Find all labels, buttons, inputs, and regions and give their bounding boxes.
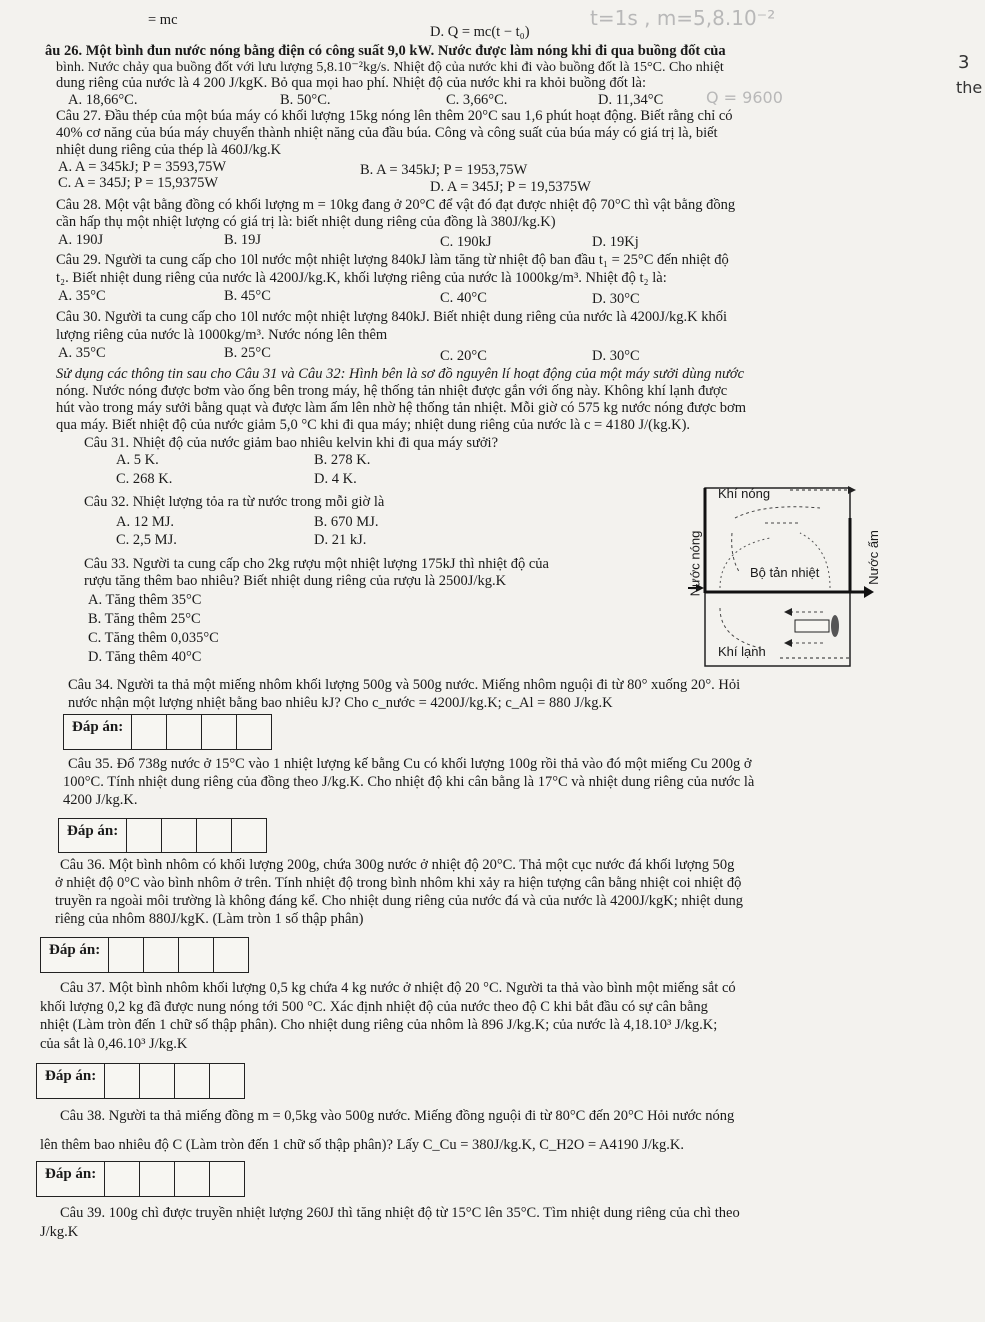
- q29-option-a: A. 35°C: [58, 288, 106, 304]
- answer-cell[interactable]: [127, 819, 162, 852]
- q35-answer-box[interactable]: [58, 818, 267, 853]
- answer-label: Đáp án:: [37, 1064, 105, 1098]
- answer-cell[interactable]: [175, 1064, 210, 1098]
- answer-label: Đáp án:: [59, 819, 127, 852]
- q29-option-d: D. 30°C: [592, 291, 640, 307]
- q37-text-1: Câu 37. Một bình nhôm khối lượng 0,5 kg chứa 4 kg nước ở nhiệt độ 20 °C. Người ta thả vào bình một miếng sắt có: [60, 980, 736, 996]
- q33-option-c: C. Tăng thêm 0,035°C: [88, 630, 219, 646]
- q29-text-2: t₂. Biết nhiệt dung riêng của nước là 4200J/kg.K, khối lượng riêng của nước là 1000kg/m³. Nhiệt độ t₂ là:: [56, 270, 667, 286]
- q31-option-d: D. 4 K.: [314, 471, 357, 487]
- q27-text-2: 40% cơ năng của búa máy chuyển thành nhiệt năng của đầu búa. Công và công suất của búa máy có giá trị là, biết: [56, 125, 718, 141]
- answer-cell[interactable]: [140, 1162, 175, 1196]
- context-text-2: nóng. Nước nóng được bơm vào ống bên trong máy, hệ thống tản nhiệt được gắn với ống này. Không khí lạnh được: [56, 383, 728, 399]
- answer-cell[interactable]: [202, 715, 237, 749]
- answer-cell[interactable]: [109, 938, 144, 972]
- q31-text: Câu 31. Nhiệt độ của nước giảm bao nhiêu kelvin khi đi qua máy sưởi?: [84, 435, 499, 451]
- q33-text-2: rượu tăng thêm bao nhiêu? Biết nhiệt dung riêng của rượu là 2500J/kg.K: [84, 573, 507, 589]
- q36-text-2: ở nhiệt độ 0°C vào bình nhôm ở trên. Tính nhiệt độ trong bình nhôm khi xảy ra hiện tượng cân bằng nhiệt coi nhiệt độ: [55, 875, 742, 891]
- answer-cell[interactable]: [105, 1064, 140, 1098]
- q30-option-a: A. 35°C: [58, 345, 106, 361]
- q27-option-a: A. A = 345kJ; P = 3593,75W: [58, 159, 227, 175]
- answer-cell[interactable]: [105, 1162, 140, 1196]
- q35-text-1: Câu 35. Đổ 738g nước ở 15°C vào 1 nhiệt lượng kế bằng Cu có khối lượng 100g rồi thả vào đó một miếng Cu 200g ở: [68, 756, 752, 772]
- q27-text-1: Câu 27. Đầu thép của một búa máy có khối lượng 15kg nóng lên thêm 20°C sau 1,6 phút hoạt động. Biết rằng chỉ có: [56, 108, 733, 124]
- q28-option-b: B. 19J: [224, 232, 262, 248]
- fan-blade: [831, 615, 839, 637]
- water-flow-arrow: [864, 586, 874, 598]
- q27-option-b: B. A = 345kJ; P = 1953,75W: [360, 162, 528, 178]
- q39-text-2: J/kg.K: [40, 1224, 79, 1240]
- answer-cell[interactable]: [140, 1064, 175, 1098]
- answer-cell[interactable]: [210, 1162, 244, 1196]
- handwritten-note: t=1s , m=5,8.10⁻²: [590, 6, 776, 30]
- answer-cell[interactable]: [237, 715, 271, 749]
- fan-body: [795, 620, 829, 632]
- answer-cell[interactable]: [214, 938, 248, 972]
- answer-cell[interactable]: [144, 938, 179, 972]
- warm-water-label: Nước ấm: [865, 530, 881, 585]
- q26-text-3: dung riêng của nước là 4 200 J/kgK. Bỏ qua mọi hao phí. Nhiệt độ của nước khi ra khỏi buồng đốt là:: [56, 75, 647, 91]
- q37-text-4: của sắt là 0,46.10³ J/kg.K: [40, 1036, 188, 1052]
- q30-option-d: D. 30°C: [592, 348, 640, 364]
- q30-text-2: lượng riêng của nước là 1000kg/m³. Nước nóng lên thêm: [56, 327, 388, 343]
- hot-water-label: Nước nóng: [687, 530, 703, 597]
- q33-option-d: D. Tăng thêm 40°C: [88, 649, 202, 665]
- answer-cell[interactable]: [175, 1162, 210, 1196]
- q36-text-3: truyền ra ngoài môi trường là không đáng kể. Cho nhiệt dung riêng của nước đá và của nước là 4200J/kgK; nhiệt dung: [55, 893, 744, 909]
- q39-text-1: Câu 39. 100g chì được truyền nhiệt lượng 260J thì tăng nhiệt độ từ 15°C lên 35°C. Tìm nhiệt dung riêng của chì theo: [60, 1205, 740, 1221]
- q26-text-2: bình. Nước chảy qua buồng đốt với lưu lượng 5,8.10⁻²kg/s. Nhiệt độ của nước khi đi vào buồng đốt là 15°C. Cho nhiệt: [56, 60, 724, 75]
- q29-text-1: Câu 29. Người ta cung cấp cho 10l nước một nhiệt lượng 840kJ làm tăng từ nhiệt độ ban đầu t₁ = 25°C đến nhiệt độ: [56, 252, 729, 268]
- q31-option-c: C. 268 K.: [116, 471, 173, 487]
- answer-label: Đáp án:: [37, 1162, 105, 1196]
- q32-option-a: A. 12 MJ.: [116, 514, 175, 530]
- q32-option-b: B. 670 MJ.: [314, 514, 379, 530]
- q27-option-d: D. A = 345J; P = 19,5375W: [430, 179, 591, 195]
- q27-text-3: nhiệt dung riêng của thép là 460J/kg.K: [56, 142, 282, 158]
- hot-air-label: Khí nóng: [718, 486, 771, 501]
- context-text-4: qua máy. Biết nhiệt độ của nước giảm 5,0 °C khi đi qua máy; nhiệt dung riêng của nước là c = 4180 J/(kg.K).: [56, 417, 691, 433]
- q29-option-c: C. 40°C: [440, 290, 487, 306]
- radiator-label: Bộ tản nhiệt: [750, 565, 820, 580]
- q38-text-2: lên thêm bao nhiêu độ C (Làm tròn đến 1 chữ số thập phân)? Lấy C_Cu = 380J/kg.K, C_H2O = A4190 J/kg.K.: [40, 1137, 685, 1153]
- q33-option-b: B. Tăng thêm 25°C: [88, 611, 201, 627]
- q26-option-a: A. 18,66°C.: [68, 92, 138, 108]
- answer-label: Đáp án:: [41, 938, 109, 972]
- q34-text-2: nước nhận một lượng nhiệt bằng bao nhiêu kJ? Cho c_nước = 4200J/kg.K; c_Al = 880 J/kg.K: [68, 695, 613, 711]
- q32-text: Câu 32. Nhiệt lượng tỏa ra từ nước trong mỗi giờ là: [84, 494, 385, 510]
- q26-option-b: B. 50°C.: [280, 92, 331, 108]
- q32-option-d: D. 21 kJ.: [314, 532, 367, 548]
- context-text-1: Sử dụng các thông tin sau cho Câu 31 và Câu 32: Hình bên là sơ đồ nguyên lí hoạt động của một máy sưởi dùng nước: [56, 366, 745, 382]
- q31-option-a: A. 5 K.: [116, 452, 159, 468]
- q33-option-a: A. Tăng thêm 35°C: [88, 592, 202, 608]
- answer-label: Đáp án:: [64, 715, 132, 749]
- answer-cell[interactable]: [197, 819, 232, 852]
- q34-answer-box[interactable]: [63, 714, 272, 750]
- heater-diagram: [680, 478, 880, 673]
- formula-fragment: = mc: [148, 12, 178, 28]
- q38-text-1: Câu 38. Người ta thả miếng đồng m = 0,5kg vào 500g nước. Miếng đồng nguội đi từ 80°C đến 20°C Hỏi nước nóng: [60, 1108, 735, 1124]
- q30-option-c: C. 20°C: [440, 348, 487, 364]
- answer-cell[interactable]: [162, 819, 197, 852]
- context-text-3: hút vào trong máy sưởi bằng quạt và được làm ấm lên nhờ hệ thống tản nhiệt. Mỗi giờ có 575 kg nước nóng được bơm: [56, 400, 746, 416]
- q30-option-b: B. 25°C: [224, 345, 271, 361]
- q29-option-b: B. 45°C: [224, 288, 271, 304]
- q34-text-1: Câu 34. Người ta thả một miếng nhôm khối lượng 500g và 500g nước. Miếng nhôm nguội đi từ 80° xuống 20°. Hỏi: [68, 677, 741, 693]
- handwritten-note: Q = 9600: [706, 88, 783, 107]
- q37-answer-box[interactable]: [36, 1063, 245, 1099]
- q33-text-1: Câu 33. Người ta cung cấp cho 2kg rượu một nhiệt lượng 175kJ thì nhiệt độ của: [84, 556, 549, 572]
- q38-answer-box[interactable]: [36, 1161, 245, 1197]
- q37-text-3: nhiệt (Làm tròn đến 1 chữ số thập phân). Cho nhiệt dung riêng của nhôm là 896 J/kg.K; của nước là 4,18.10³ J/kg.K;: [40, 1017, 718, 1033]
- arrow-head: [848, 486, 856, 494]
- answer-cell[interactable]: [132, 715, 167, 749]
- q35-text-3: 4200 J/kg.K.: [63, 792, 138, 808]
- q32-option-c: C. 2,5 MJ.: [116, 532, 177, 548]
- q27-option-c: C. A = 345J; P = 15,9375W: [58, 175, 219, 191]
- q28-text-1: Câu 28. Một vật bằng đồng có khối lượng m = 10kg đang ở 20°C để vật đó đạt được nhiệt độ 70°C thì vật bằng đồng: [56, 197, 736, 213]
- q35-text-2: 100°C. Tính nhiệt dung riêng của đồng theo J/kg.K. Cho nhiệt độ khi cân bằng là 17°C và nhiệt dung riêng của nước là: [63, 774, 755, 790]
- answer-cell[interactable]: [167, 715, 202, 749]
- q26-option-c: C. 3,66°C.: [446, 92, 508, 108]
- q28-option-a: A. 190J: [58, 232, 104, 248]
- q30-text-1: Câu 30. Người ta cung cấp cho 10l nước một nhiệt lượng 840kJ. Biết nhiệt dung riêng của nước là 4200J/kg.K khối: [56, 309, 728, 325]
- q26-text-1: âu 26. Một bình đun nước nóng bằng điện có công suất 9,0 kW. Nước được làm nóng khi đi qua buồng đốt của: [45, 43, 726, 59]
- q37-text-2: khối lượng 0,2 kg đã được nung nóng tới 500 °C. Xác định nhiệt độ của nước theo độ C khi bắt đầu có sự cân bằng: [40, 999, 708, 1015]
- q36-answer-box[interactable]: [40, 937, 249, 973]
- q31-option-b: B. 278 K.: [314, 452, 371, 468]
- margin-mark: the: [956, 78, 983, 97]
- margin-mark: 3: [958, 52, 970, 73]
- answer-cell[interactable]: [179, 938, 214, 972]
- q28-option-d: D. 19Kj: [592, 234, 639, 250]
- q28-text-2: cần hấp thụ một nhiệt lượng có giá trị là: biết nhiệt dung riêng của đồng là 380J/kg.K): [56, 214, 556, 230]
- q36-text-1: Câu 36. Một bình nhôm có khối lượng 200g, chứa 300g nước ở nhiệt độ 20°C. Thả một cục nước đá khối lượng 50g: [60, 857, 735, 873]
- answer-cell[interactable]: [210, 1064, 244, 1098]
- q36-text-4: riêng của nhôm 880J/kgK. (Làm tròn 1 số thập phân): [55, 911, 364, 927]
- cold-air-label: Khí lạnh: [718, 644, 766, 659]
- answer-cell[interactable]: [232, 819, 266, 852]
- q26-option-d: D. 11,34°C: [598, 92, 664, 108]
- option-d-q25: D. Q = mc(t − t₀): [430, 24, 530, 40]
- q28-option-c: C. 190kJ: [440, 234, 492, 250]
